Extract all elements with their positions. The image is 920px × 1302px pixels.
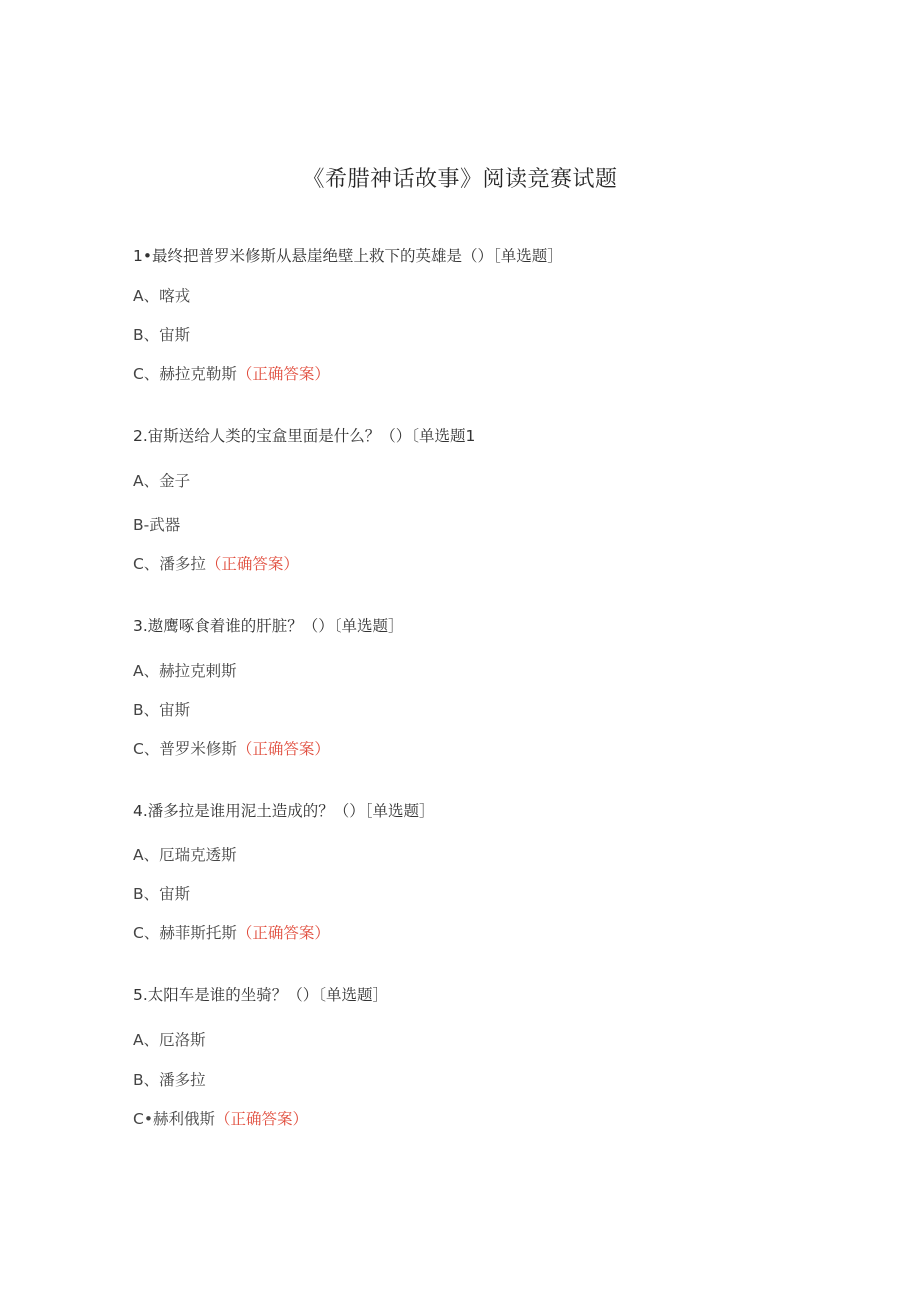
option-label: A、厄瑞克透斯 xyxy=(133,846,237,864)
question-1-option-b xyxy=(133,323,190,345)
question-3-option-c xyxy=(133,737,330,759)
option-label: C•赫利俄斯 xyxy=(133,1110,215,1128)
option-label: A、金子 xyxy=(133,472,191,490)
question-1: 1•最终把普罗米修斯从悬崖绝壁上救下的英雄是（）［单选题］ xyxy=(133,247,563,265)
option-label: C、赫拉克勒斯 xyxy=(133,365,237,383)
question-3-option-b xyxy=(133,698,190,720)
page-title: 《希腊神话故事》阅读竞赛试题 xyxy=(302,167,618,192)
question-2-option-a xyxy=(133,469,190,491)
question-5-option-c xyxy=(133,1107,308,1129)
option-label: B-武器 xyxy=(133,516,181,534)
option-label: C、赫菲斯托斯 xyxy=(133,924,237,942)
option-label: B、潘多拉 xyxy=(133,1071,206,1089)
question-3-option-a xyxy=(133,659,237,681)
option-label: B、宙斯 xyxy=(133,326,191,344)
question-5-option-b xyxy=(133,1068,206,1090)
option-label: A、赫拉克剌斯 xyxy=(133,662,237,680)
correct-answer-marker: （正确答案） xyxy=(205,555,299,573)
correct-answer-marker: （正确答案） xyxy=(236,365,330,383)
option-label: A、厄洛斯 xyxy=(133,1031,206,1049)
question-5: 5.太阳车是谁的坐骑？（）〔单选题］ xyxy=(133,986,389,1004)
option-label: A、喀戎 xyxy=(133,287,191,305)
correct-answer-marker: （正确答案） xyxy=(236,924,330,942)
option-label: B、宙斯 xyxy=(133,701,191,719)
question-5-option-a xyxy=(133,1028,206,1050)
question-2-option-c xyxy=(133,552,299,574)
correct-answer-marker: （正确答案） xyxy=(214,1110,308,1128)
question-2: 2.宙斯送给人类的宝盒里面是什么？（）〔单选题1 xyxy=(133,427,476,445)
question-4-option-a xyxy=(133,843,237,865)
question-1-option-a xyxy=(133,284,190,306)
option-label: C、普罗米修斯 xyxy=(133,740,237,758)
question-4-option-b xyxy=(133,882,190,904)
question-3: 3.遨鹰啄食着谁的肝脏？（）〔单选题］ xyxy=(133,617,404,635)
option-label: C、潘多拉 xyxy=(133,555,206,573)
question-1-option-c xyxy=(133,362,330,384)
question-2-option-b xyxy=(133,513,180,535)
question-4-option-c xyxy=(133,921,330,943)
option-label: B、宙斯 xyxy=(133,885,191,903)
correct-answer-marker: （正确答案） xyxy=(236,740,330,758)
question-4: 4.潘多拉是谁用泥土造成的？（）［单选题］ xyxy=(133,802,435,820)
